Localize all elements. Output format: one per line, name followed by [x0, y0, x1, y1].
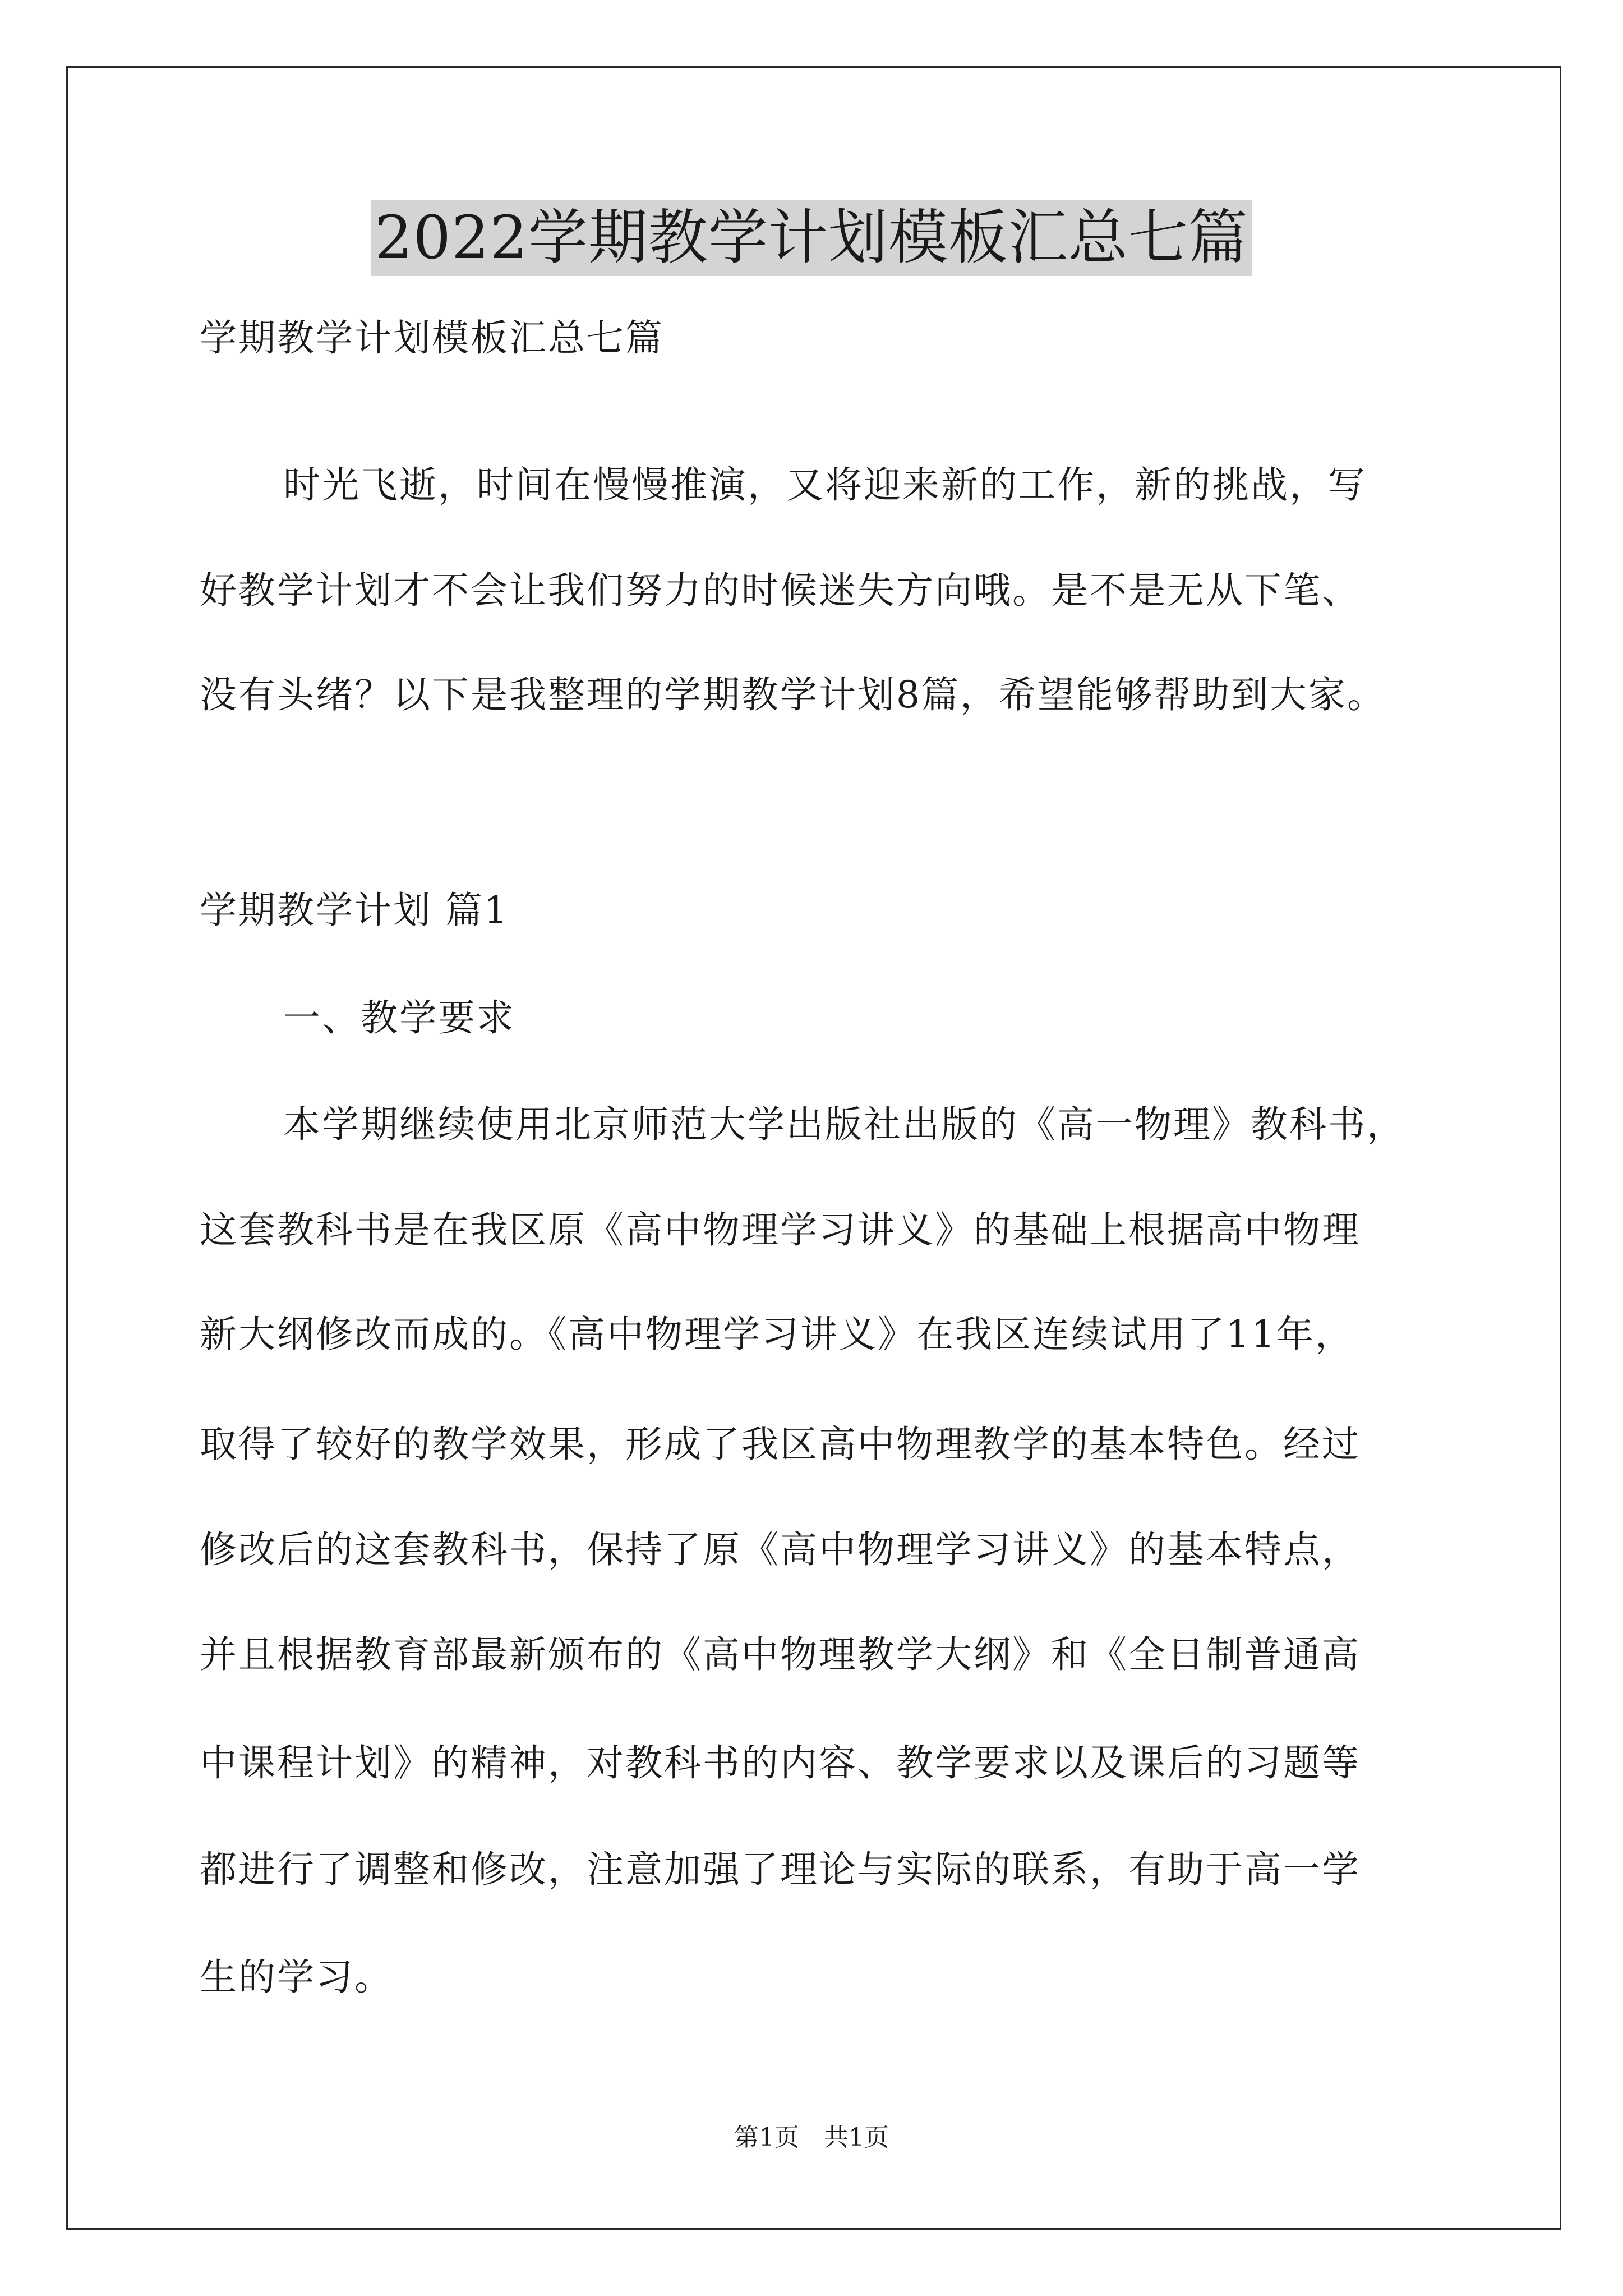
page-total: 共1页 — [824, 2123, 889, 2152]
body-line-7: 中课程计划》的精神，对教科书的内容、教学要求以及课后的习题等 — [200, 1741, 1361, 1784]
document-title-text: 2022学期教学计划模板汇总七篇 — [371, 200, 1252, 276]
body-line-8: 都进行了调整和修改，注意加强了理论与实际的联系，有助于高一学 — [200, 1848, 1361, 1891]
body-line-2: 这套教科书是在我区原《高中物理学习讲义》的基础上根据高中物理 — [200, 1208, 1361, 1251]
body-line-4: 取得了较好的教学效果，形成了我区高中物理教学的基本特色。经过 — [200, 1423, 1361, 1466]
paragraph-intro-line-2: 好教学计划才不会让我们努力的时候迷失方向哦。是不是无从下笔、 — [200, 569, 1361, 612]
page-footer — [0, 2122, 1623, 2154]
paragraph-intro-line-3: 没有头绪？以下是我整理的学期教学计划8篇，希望能够帮助到大家。 — [200, 673, 1386, 716]
document-title — [0, 200, 1623, 276]
body-line-6: 并且根据教育部最新颁布的《高中物理教学大纲》和《全日制普通高 — [200, 1633, 1361, 1676]
body-line-5: 修改后的这套教科书，保持了原《高中物理学习讲义》的基本特点， — [200, 1528, 1361, 1571]
paragraph-intro-line-1: 时光飞逝，时间在慢慢推演，又将迎来新的工作，新的挑战，写 — [283, 463, 1367, 507]
body-line-9: 生的学习。 — [200, 1955, 393, 1999]
section-heading: 学期教学计划 篇1 — [200, 889, 509, 932]
subsection-heading: 一、教学要求 — [283, 996, 515, 1039]
body-line-3: 新大纲修改而成的。《高中物理学习讲义》在我区连续试用了11年， — [200, 1313, 1354, 1356]
subtitle-line: 学期教学计划模板汇总七篇 — [200, 316, 664, 360]
page-number: 第1页 — [734, 2123, 799, 2152]
body-line-1: 本学期继续使用北京师范大学出版社出版的《高一物理》教科书， — [283, 1103, 1405, 1146]
